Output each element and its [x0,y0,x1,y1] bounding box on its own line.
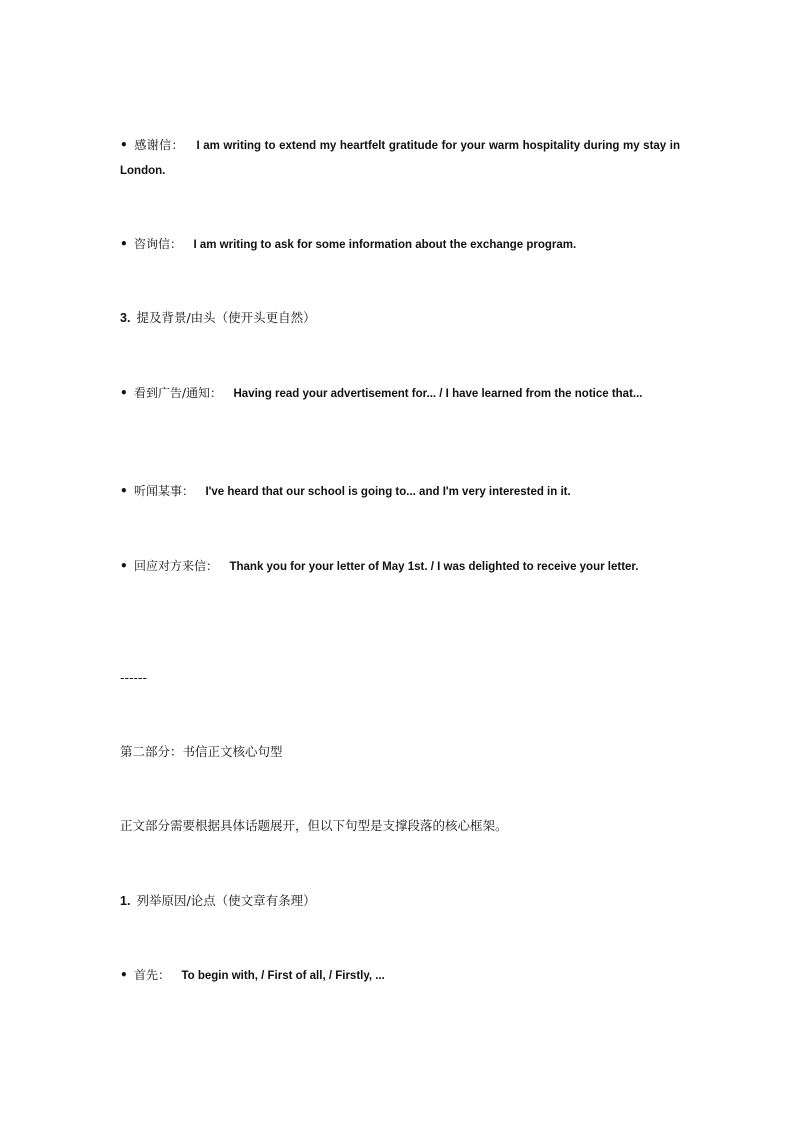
numbered-heading-reasons [120,889,680,913]
heading-number: 1. [120,894,131,908]
heading-number: 3. [120,311,131,325]
item-label: 感谢信： [134,138,184,152]
item-sentence: To begin with, / First of all, / Firstly, ... [181,970,385,982]
bullet-item-heard-news [120,479,680,504]
item-label: 看到广告/通知： [134,386,223,400]
bullet-item-reply-letter [120,554,680,579]
item-label: 首先： [134,968,171,982]
numbered-heading-background [120,306,680,330]
bullet-item-firstly [120,963,680,988]
item-sentence: I am writing to extend my heartfelt gratitude for your warm hospitality during my stay in London. [120,140,680,177]
bullet-icon: • [120,386,128,400]
bullet-item-inquiry-letter [120,232,680,257]
intro-paragraph: 正文部分需要根据具体话题展开，但以下句型是支撑段落的核心框架。 [120,818,508,833]
heading-text: 列举原因/论点（使文章有条理） [136,893,316,908]
item-label: 咨询信： [134,237,183,251]
item-label: 回应对方来信： [134,559,219,573]
bullet-icon: • [120,968,128,982]
bullet-icon: • [120,138,128,152]
section-divider: ------ [120,670,148,685]
item-sentence: I am writing to ask for some information about the exchange program. [193,239,577,251]
bullet-icon: • [120,484,128,498]
item-label: 听闻某事： [134,484,195,498]
item-sentence: Thank you for your letter of May 1st. / I was delighted to receive your letter. [229,561,639,573]
item-sentence: I've heard that our school is going to... and I'm very interested in it. [205,486,571,498]
bullet-item-advertisement [120,381,680,406]
section-title: 第二部分：书信正文核心句型 [120,744,283,759]
item-sentence: Having read your advertisement for... / I have learned from the notice that... [233,388,643,400]
bullet-icon: • [120,237,128,251]
heading-text: 提及背景/由头（使开头更自然） [136,310,316,325]
bullet-icon: • [120,559,128,573]
bullet-item-thanks-letter [120,133,680,183]
